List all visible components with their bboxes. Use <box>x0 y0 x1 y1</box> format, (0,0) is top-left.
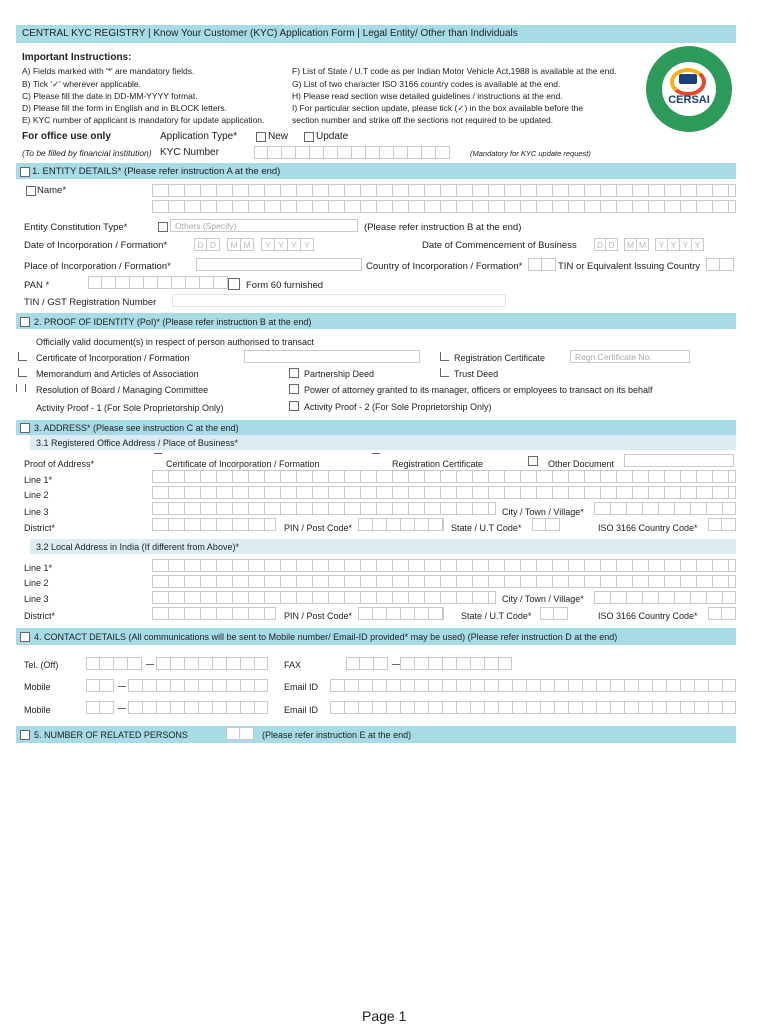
instruction-g: G) List of two character ISO 3166 country codes is available at the end. <box>292 79 561 89</box>
tel-std-input[interactable] <box>86 657 142 670</box>
iso-input[interactable] <box>708 518 736 531</box>
doc-label: Date of Commencement of Business <box>422 240 577 251</box>
resolution-label: Resolution of Board / Managing Committee <box>36 385 209 395</box>
tin-input[interactable] <box>172 294 506 307</box>
proof-coi-checkbox[interactable] <box>154 453 162 462</box>
email1-label: Email ID <box>284 682 319 692</box>
instruction-a: A) Fields marked with '*' are mandatory fields. <box>22 66 195 76</box>
local-city-label: City / Town / Village* <box>502 594 584 604</box>
coi-label: Certificate of Incorporation / Formation <box>36 353 190 363</box>
address-line2-input[interactable] <box>152 486 736 499</box>
constitution-label: Entity Constitution Type* <box>24 222 128 233</box>
poi-label: Place of Incorporation / Formation* <box>24 261 171 272</box>
form60-label: Form 60 furnished <box>246 280 324 291</box>
proof-coi-label: Certificate of Incorporation / Formation <box>166 459 320 469</box>
poi-input[interactable] <box>196 258 362 271</box>
related-persons-input[interactable] <box>226 727 254 740</box>
address-line1-label: Line 1* <box>24 475 53 485</box>
name-input-row2[interactable] <box>152 200 736 213</box>
instruction-c: C) Please fill the date in DD-MM-YYYY format. <box>22 91 198 101</box>
local-district-label: District* <box>24 611 55 621</box>
trust-label: Trust Deed <box>454 369 499 379</box>
poa-checkbox[interactable] <box>289 384 299 394</box>
name-input-row1[interactable] <box>152 184 736 197</box>
update-label: Update <box>316 131 349 142</box>
local-line1-label: Line 1* <box>24 563 53 573</box>
email1-input[interactable] <box>330 679 736 692</box>
reg-cert-input[interactable]: Regn Certificate No. <box>570 350 690 363</box>
logo-text: CERSAI <box>668 94 710 106</box>
instruction-i: I) For particular section update, please tick (✓) in the box available before the <box>292 103 584 113</box>
country-input[interactable] <box>528 258 556 271</box>
mobile1-dash <box>118 686 126 687</box>
kyc-number-label: KYC Number <box>160 147 219 158</box>
email2-label: Email ID <box>284 705 319 715</box>
tin-label: TIN / GST Registration Number <box>24 297 157 308</box>
fax-dash <box>392 664 400 665</box>
mobile2-dash <box>118 708 126 709</box>
new-checkbox[interactable] <box>256 132 266 142</box>
moa-label: Memorandum and Articles of Association <box>36 369 199 379</box>
local-pin-label: PIN / Post Code* <box>284 611 353 621</box>
pin-input[interactable] <box>358 518 444 531</box>
mobile1-code-input[interactable] <box>86 679 114 692</box>
proof-other-input[interactable] <box>624 454 734 467</box>
local-district-input[interactable] <box>152 607 276 620</box>
state-input[interactable] <box>532 518 560 531</box>
trust-checkbox[interactable] <box>440 368 449 377</box>
address-line2-label: Line 2 <box>24 490 49 500</box>
city-label: City / Town / Village* <box>502 507 584 517</box>
reg-cert-label: Registration Certificate <box>454 353 546 363</box>
mobile2-label: Mobile <box>24 705 51 715</box>
application-type-label: Application Type* <box>160 131 238 142</box>
partnership-checkbox[interactable] <box>289 368 299 378</box>
doi-label: Date of Incorporation / Formation* <box>24 240 168 251</box>
instructions-heading: Important Instructions: <box>22 52 132 63</box>
section3-2-title: 3.2 Local Address in India (If different from Above)* <box>36 542 239 552</box>
section5-note: (Please refer instruction E at the end) <box>262 730 412 740</box>
resolution-checkbox[interactable] <box>16 384 26 392</box>
section5-title: 5. NUMBER OF RELATED PERSONS <box>34 730 188 740</box>
form60-checkbox[interactable] <box>228 278 240 290</box>
country-label: Country of Incorporation / Formation* <box>366 261 523 272</box>
name-label: Name* <box>37 185 67 196</box>
section5-checkbox[interactable] <box>20 730 30 740</box>
proof-reg-label: Registration Certificate <box>392 459 484 469</box>
kyc-number-note: (Mandatory for KYC update request) <box>470 149 591 158</box>
tin-country-input[interactable] <box>706 258 734 271</box>
instruction-d: D) Please fill the form in English and in BLOCK letters. <box>22 103 228 113</box>
office-use-subtext: (To be filled by financial institution) <box>22 148 152 158</box>
local-iso-input[interactable] <box>708 607 736 620</box>
address-line3-label: Line 3 <box>24 507 49 517</box>
mobile1-number-input[interactable] <box>128 679 268 692</box>
section2-subtitle: Officially valid document(s) in respect of person authorised to transact <box>36 337 314 347</box>
pan-label: PAN * <box>24 280 50 291</box>
poa-label: Power of attorney granted to its manager, officers or employees to transact on its behalf <box>304 385 653 395</box>
proof-other-checkbox[interactable] <box>528 456 538 466</box>
cersai-logo-icon <box>646 46 732 132</box>
proof-reg-checkbox[interactable] <box>372 453 380 462</box>
instruction-h: H) Please read section wise detailed guidelines / instructions at the end. <box>292 91 563 101</box>
local-city-input[interactable] <box>594 591 736 604</box>
tel-dash <box>146 664 154 665</box>
fax-number-input[interactable] <box>400 657 512 670</box>
instruction-i-cont: section number and strike off the sections not required to be updated. <box>292 115 554 125</box>
district-input[interactable] <box>152 518 276 531</box>
district-label: District* <box>24 523 55 533</box>
tin-country-label: TIN or Equivalent Issuing Country <box>558 261 701 272</box>
iso-label: ISO 3166 Country Code* <box>598 523 698 533</box>
moa-checkbox[interactable] <box>18 368 27 377</box>
local-line3-input[interactable] <box>152 591 496 604</box>
section2-checkbox[interactable] <box>20 317 30 327</box>
proof-other-label: Other Document <box>548 459 615 469</box>
mobile1-label: Mobile <box>24 682 51 692</box>
pan-input[interactable] <box>88 276 228 289</box>
mobile2-number-input[interactable] <box>128 701 268 714</box>
fax-label: FAX <box>284 660 302 670</box>
pin-label: PIN / Post Code* <box>284 523 353 533</box>
partnership-label: Partnership Deed <box>304 369 375 379</box>
email2-input[interactable] <box>330 701 736 714</box>
local-line2-label: Line 2 <box>24 578 49 588</box>
local-state-input[interactable] <box>540 607 568 620</box>
kyc-number-input[interactable] <box>254 146 450 159</box>
local-pin-input[interactable] <box>358 607 444 620</box>
proof-of-address-label: Proof of Address* <box>24 459 95 469</box>
section3-1-title: 3.1 Registered Office Address / Place of Business* <box>36 438 238 448</box>
name-checkbox[interactable] <box>26 186 36 196</box>
section3-checkbox[interactable] <box>20 423 30 433</box>
constitution-checkbox[interactable] <box>158 222 168 232</box>
coi-checkbox[interactable] <box>18 352 27 361</box>
form-title: CENTRAL KYC REGISTRY | Know Your Customer (KYC) Application Form | Legal Entity/ Other than Individuals <box>22 28 518 39</box>
coi-input[interactable] <box>244 350 420 363</box>
mobile2-code-input[interactable] <box>86 701 114 714</box>
tel-label: Tel. (Off) <box>24 660 59 670</box>
section3-title: 3. ADDRESS* (Please see instruction C at the end) <box>34 423 239 433</box>
instruction-b: B) Tick '✓' wherever applicable. <box>22 79 142 89</box>
instruction-e: E) KYC number of applicant is mandatory for update application. <box>22 115 265 125</box>
activity-proof-2-checkbox[interactable] <box>289 401 299 411</box>
section1-title: 1. ENTITY DETAILS* (Please refer instruction A at the end) <box>32 166 281 177</box>
section4-title: 4. CONTACT DETAILS (All communications will be sent to Mobile number/ Email-ID provided* may be used) (Please refer instruction D at the end) <box>34 632 618 642</box>
local-iso-label: ISO 3166 Country Code* <box>598 611 698 621</box>
tel-number-input[interactable] <box>156 657 268 670</box>
update-checkbox[interactable] <box>304 132 314 142</box>
state-label: State / U.T Code* <box>451 523 522 533</box>
local-line3-label: Line 3 <box>24 594 49 604</box>
constitution-input[interactable]: Others (Specify) <box>170 219 358 232</box>
constitution-note: (Please refer instruction B at the end) <box>364 222 522 233</box>
local-line1-input[interactable] <box>152 559 736 572</box>
address-line3-input[interactable] <box>152 502 496 515</box>
new-label: New <box>268 131 289 142</box>
doi-input[interactable]: D D M M Y Y Y Y <box>194 238 314 251</box>
activity-proof-2-label: Activity Proof - 2 (For Sole Proprietorship Only) <box>304 402 492 412</box>
city-input[interactable] <box>594 502 736 515</box>
local-line2-input[interactable] <box>152 575 736 588</box>
section4-checkbox[interactable] <box>20 632 30 642</box>
local-state-label: State / U.T Code* <box>461 611 532 621</box>
activity-proof-1-label: Activity Proof - 1 (For Sole Proprietorship Only) <box>36 403 224 413</box>
fax-std-input[interactable] <box>346 657 388 670</box>
reg-cert-checkbox[interactable] <box>440 352 449 361</box>
section1-checkbox[interactable] <box>20 167 30 177</box>
doc-input[interactable]: D D M M Y Y Y Y <box>594 238 704 251</box>
section2-title: 2. PROOF OF IDENTITY (PoI)* (Please refer instruction B at the end) <box>34 317 312 327</box>
instruction-f: F) List of State / U.T code as per Indian Motor Vehicle Act,1988 is available at the end. <box>292 66 617 76</box>
office-use-label: For office use only <box>22 131 111 142</box>
address-line1-input[interactable] <box>152 470 736 483</box>
page-number: Page 1 <box>362 1008 407 1024</box>
